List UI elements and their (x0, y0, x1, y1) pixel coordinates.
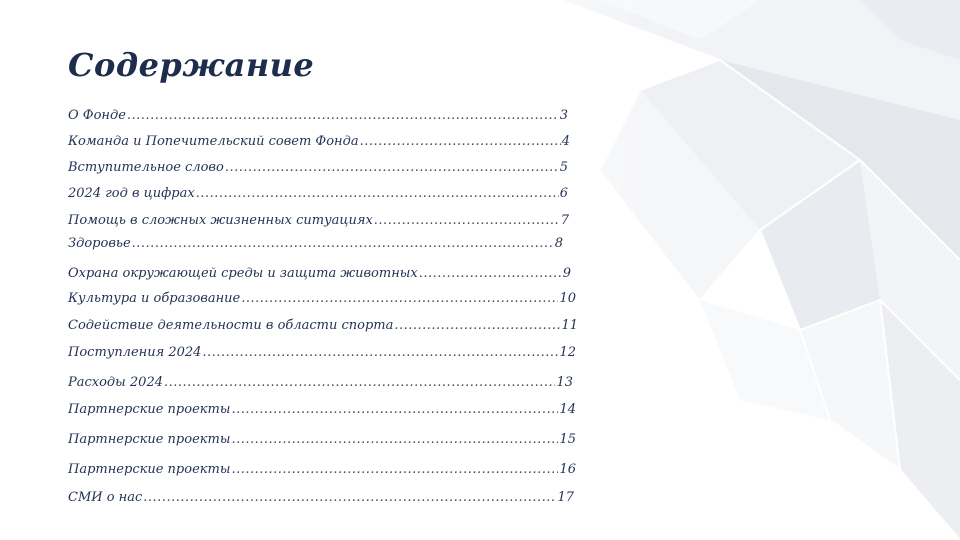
toc-dot-leader (231, 400, 558, 420)
toc-item-label: Здоровье (68, 236, 131, 251)
toc-item-page: 13 (556, 375, 573, 390)
toc-item-page: 14 (559, 402, 576, 417)
toc-dot-leader (202, 343, 558, 363)
toc-item-page: 3 (559, 108, 568, 123)
toc-item-page: 8 (554, 236, 563, 251)
toc-item-label: О Фонде (68, 108, 126, 123)
toc-dot-leader (127, 106, 559, 126)
toc-item-label: Культура и образование (68, 291, 241, 306)
toc-item[interactable] (68, 211, 569, 231)
toc-dot-leader (164, 373, 555, 393)
toc-item-label: Содействие деятельности в области спорта (68, 318, 394, 333)
toc-item[interactable] (68, 343, 576, 363)
toc-dot-leader (132, 234, 554, 254)
toc-item[interactable] (68, 184, 568, 204)
toc-item-label: Вступительное слово (68, 160, 224, 175)
toc-item-label: Партнерские проекты (68, 432, 231, 447)
toc-item-page: 9 (562, 266, 571, 281)
toc-item-label: Поступления 2024 (68, 345, 202, 360)
toc-item-label: 2024 год в цифрах (68, 186, 195, 201)
toc-item[interactable] (68, 264, 571, 284)
toc-dot-leader (231, 460, 558, 480)
toc-item-page: 4 (561, 134, 570, 149)
toc-item[interactable] (68, 460, 576, 480)
toc-item-label: Партнерские проекты (68, 462, 231, 477)
toc-item[interactable] (68, 234, 563, 254)
toc-item-label: Расходы 2024 (68, 375, 163, 390)
toc-item-label: СМИ о нас (68, 490, 143, 505)
toc-item[interactable] (68, 400, 576, 420)
toc-dot-leader (196, 184, 559, 204)
toc-item[interactable] (68, 289, 576, 309)
toc-item[interactable] (68, 373, 573, 393)
toc-item-page: 16 (559, 462, 576, 477)
toc-item-page: 11 (561, 318, 578, 333)
toc-item-label: Партнерские проекты (68, 402, 231, 417)
toc-item[interactable] (68, 158, 568, 178)
toc-item-label: Команда и Попечительский совет Фонда (68, 134, 359, 149)
toc-item[interactable] (68, 132, 570, 152)
toc-item-label: Охрана окружающей среды и защита животных (68, 266, 418, 281)
toc-dot-leader (419, 264, 562, 284)
toc-item-page: 5 (559, 160, 568, 175)
page-title: Содержание (68, 46, 315, 84)
toc-dot-leader (231, 430, 558, 450)
toc-dot-leader (394, 316, 560, 336)
toc-item-page: 6 (559, 186, 568, 201)
toc-dot-leader (225, 158, 559, 178)
toc-item-page: 12 (559, 345, 576, 360)
toc-item-label: Помощь в сложных жизненных ситуациях (68, 213, 373, 228)
toc-item[interactable] (68, 430, 576, 450)
toc-item-page: 7 (560, 213, 569, 228)
toc-dot-leader (374, 211, 560, 231)
toc-dot-leader (241, 289, 558, 309)
toc-dot-leader (360, 132, 561, 152)
toc-dot-leader (143, 488, 556, 508)
toc-item-page: 15 (559, 432, 576, 447)
toc-item[interactable] (68, 106, 568, 126)
toc-item-page: 10 (559, 291, 576, 306)
table-of-contents (68, 0, 588, 540)
toc-item[interactable] (68, 488, 574, 508)
toc-item[interactable] (68, 316, 578, 336)
toc-item-page: 17 (557, 490, 574, 505)
